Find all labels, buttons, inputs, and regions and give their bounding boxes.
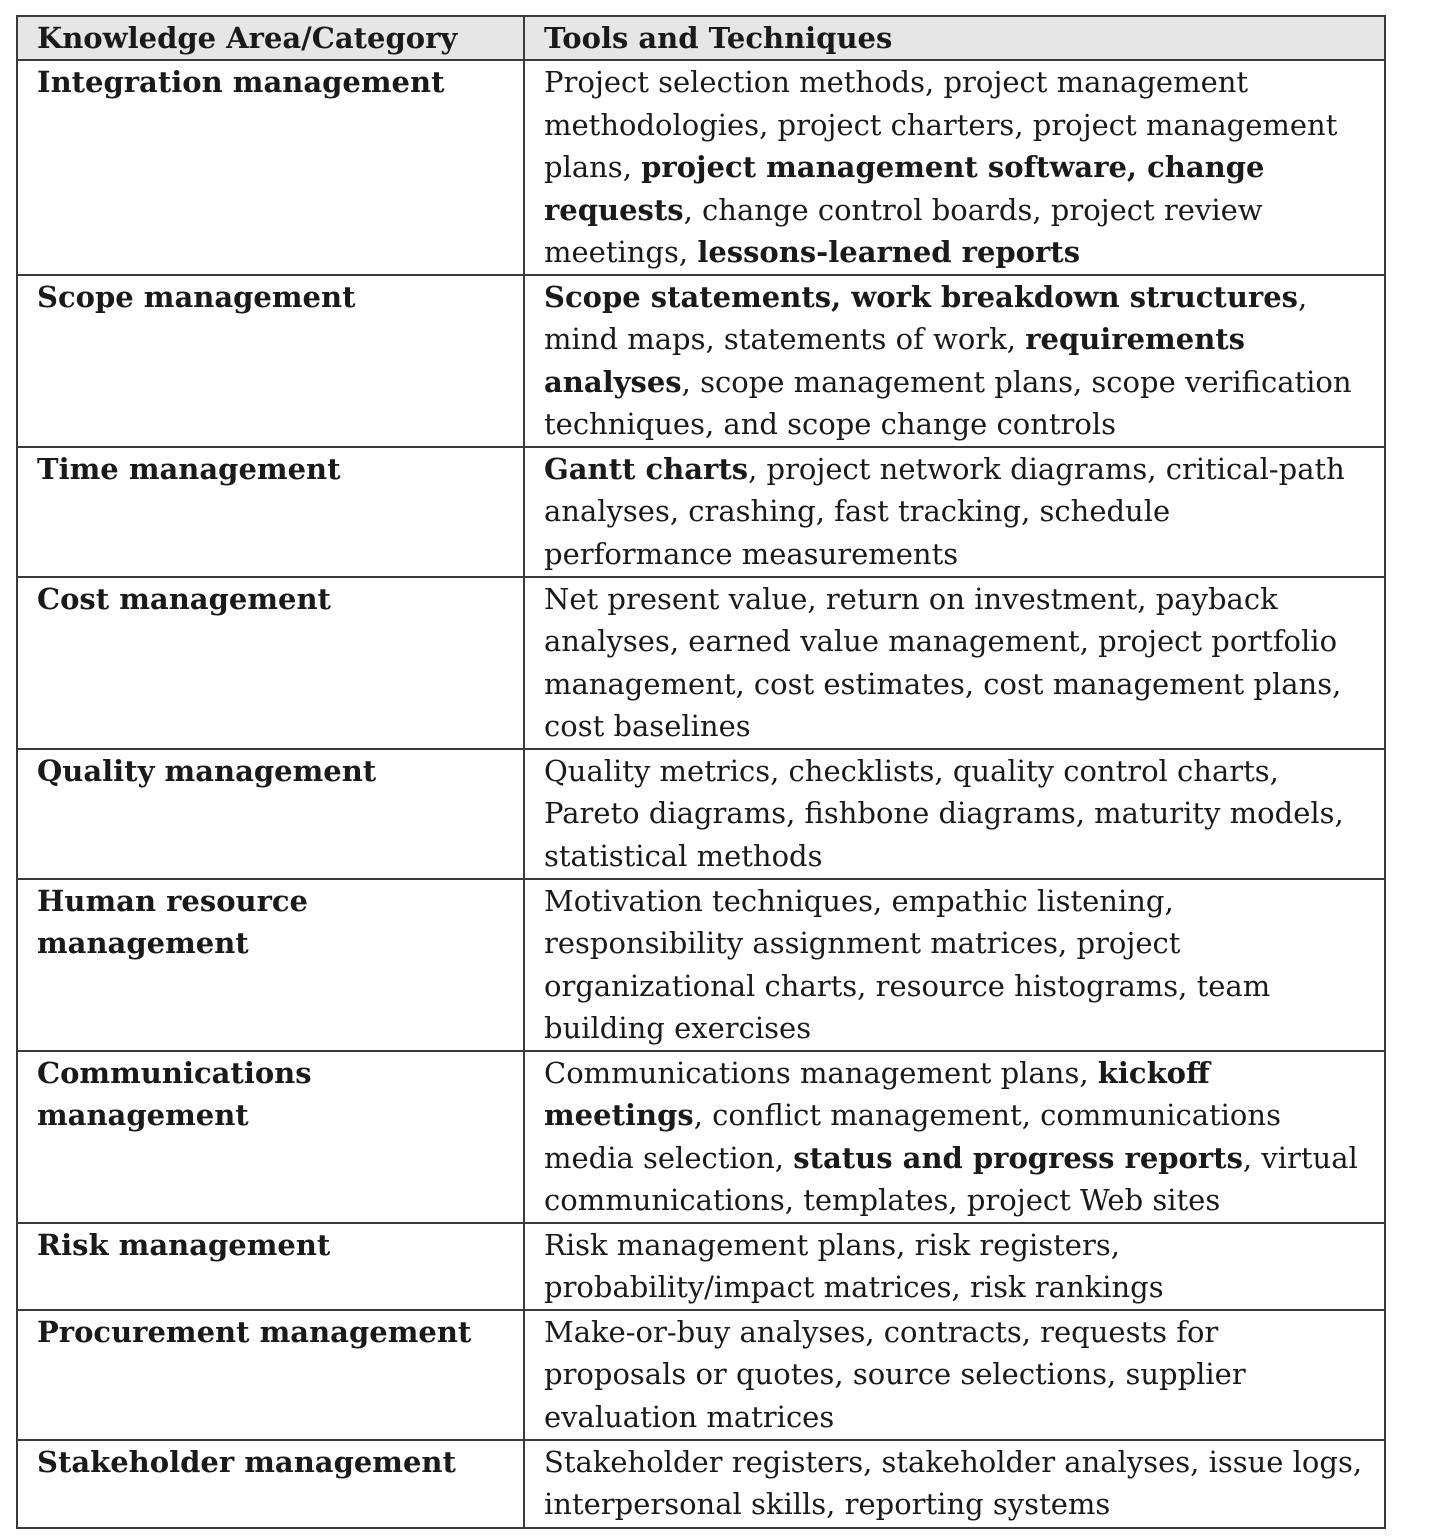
knowledge-area-cell: Time management	[17, 447, 524, 577]
table-row	[17, 1310, 1385, 1440]
tools-text: , mind maps, statements of work,	[544, 279, 1308, 356]
tools-techniques-cell	[524, 879, 1385, 1051]
tools-text: Stakeholder registers, stakeholder analyses, issue logs, interpersonal skills, reporting systems	[544, 1444, 1363, 1521]
header-tools-techniques: Tools and Techniques	[524, 16, 1385, 60]
table-row	[17, 1223, 1385, 1310]
tools-text: , scope management plans, scope verification techniques, and scope change controls	[544, 364, 1352, 441]
table-row	[17, 577, 1385, 749]
tools-text: , conflict management, communications media selection,	[544, 1098, 1281, 1175]
knowledge-area-cell: Communications management	[17, 1051, 524, 1223]
tools-techniques-cell	[524, 1051, 1385, 1223]
tools-techniques-cell	[524, 60, 1385, 275]
table-body	[17, 60, 1385, 1528]
knowledge-area-cell: Scope management	[17, 275, 524, 447]
table-row	[17, 879, 1385, 1051]
table-row	[17, 749, 1385, 879]
header-row	[17, 16, 1385, 60]
tools-text: , virtual communications, templates, project Web sites	[544, 1140, 1358, 1217]
tools-techniques-cell	[524, 749, 1385, 879]
tools-text-bold: lessons-learned reports	[697, 235, 1081, 269]
table-row	[17, 275, 1385, 447]
tools-techniques-cell	[524, 275, 1385, 447]
tools-text-bold: requirements analyses	[544, 322, 1245, 399]
table-row	[17, 1051, 1385, 1223]
knowledge-area-cell: Risk management	[17, 1223, 524, 1310]
tools-techniques-cell	[524, 1223, 1385, 1310]
tools-text-bold: status and progress reports	[793, 1140, 1243, 1175]
knowledge-area-cell: Quality management	[17, 749, 524, 879]
tools-text: Quality metrics, checklists, quality control charts, Pareto diagrams, fishbone diagrams, maturity models, statistical methods	[544, 753, 1344, 873]
tools-text: Motivation techniques, empathic listening, responsibility assignment matrices, project organizational charts, resource histograms, team building exercises	[544, 883, 1271, 1045]
tools-techniques-cell	[524, 577, 1385, 749]
knowledge-area-cell: Procurement management	[17, 1310, 524, 1440]
knowledge-area-cell: Human resource management	[17, 879, 524, 1051]
tools-text: , change control boards, project review meetings,	[544, 192, 1263, 269]
table-row	[17, 60, 1385, 275]
knowledge-area-cell: Stakeholder management	[17, 1440, 524, 1528]
knowledge-area-cell: Cost management	[17, 577, 524, 749]
knowledge-area-cell: Integration management	[17, 60, 524, 275]
table-row	[17, 1440, 1385, 1528]
tools-text: Project selection methods, project management methodologies, project charters, project management plans,	[544, 65, 1338, 184]
tools-text-bold: kickoff meetings	[544, 1055, 1210, 1132]
tools-text: Communications management plans,	[544, 1055, 1098, 1090]
tools-techniques-cell	[524, 447, 1385, 577]
knowledge-areas-table	[16, 15, 1386, 1529]
tools-text-bold: Scope statements, work breakdown structures	[544, 279, 1298, 314]
tools-text: , project network diagrams, critical-path analyses, crashing, fast tracking, schedule performance measurements	[544, 451, 1345, 571]
tools-text: Risk management plans, risk registers, probability/impact matrices, risk rankings	[544, 1227, 1164, 1304]
table-row	[17, 447, 1385, 577]
tools-text-bold: Gantt charts	[544, 451, 749, 486]
tools-text: Net present value, return on investment, payback analyses, earned value management, project portfolio management, cost estimates, cost management plans, cost baselines	[544, 581, 1342, 743]
tools-techniques-cell	[524, 1310, 1385, 1440]
header-knowledge-area: Knowledge Area/Category	[17, 16, 524, 60]
tools-text: Make-or-buy analyses, contracts, requests for proposals or quotes, source selections, supplier evaluation matrices	[544, 1314, 1246, 1434]
tools-techniques-cell	[524, 1440, 1385, 1528]
tools-text-bold: project management software, change requests	[544, 150, 1265, 227]
